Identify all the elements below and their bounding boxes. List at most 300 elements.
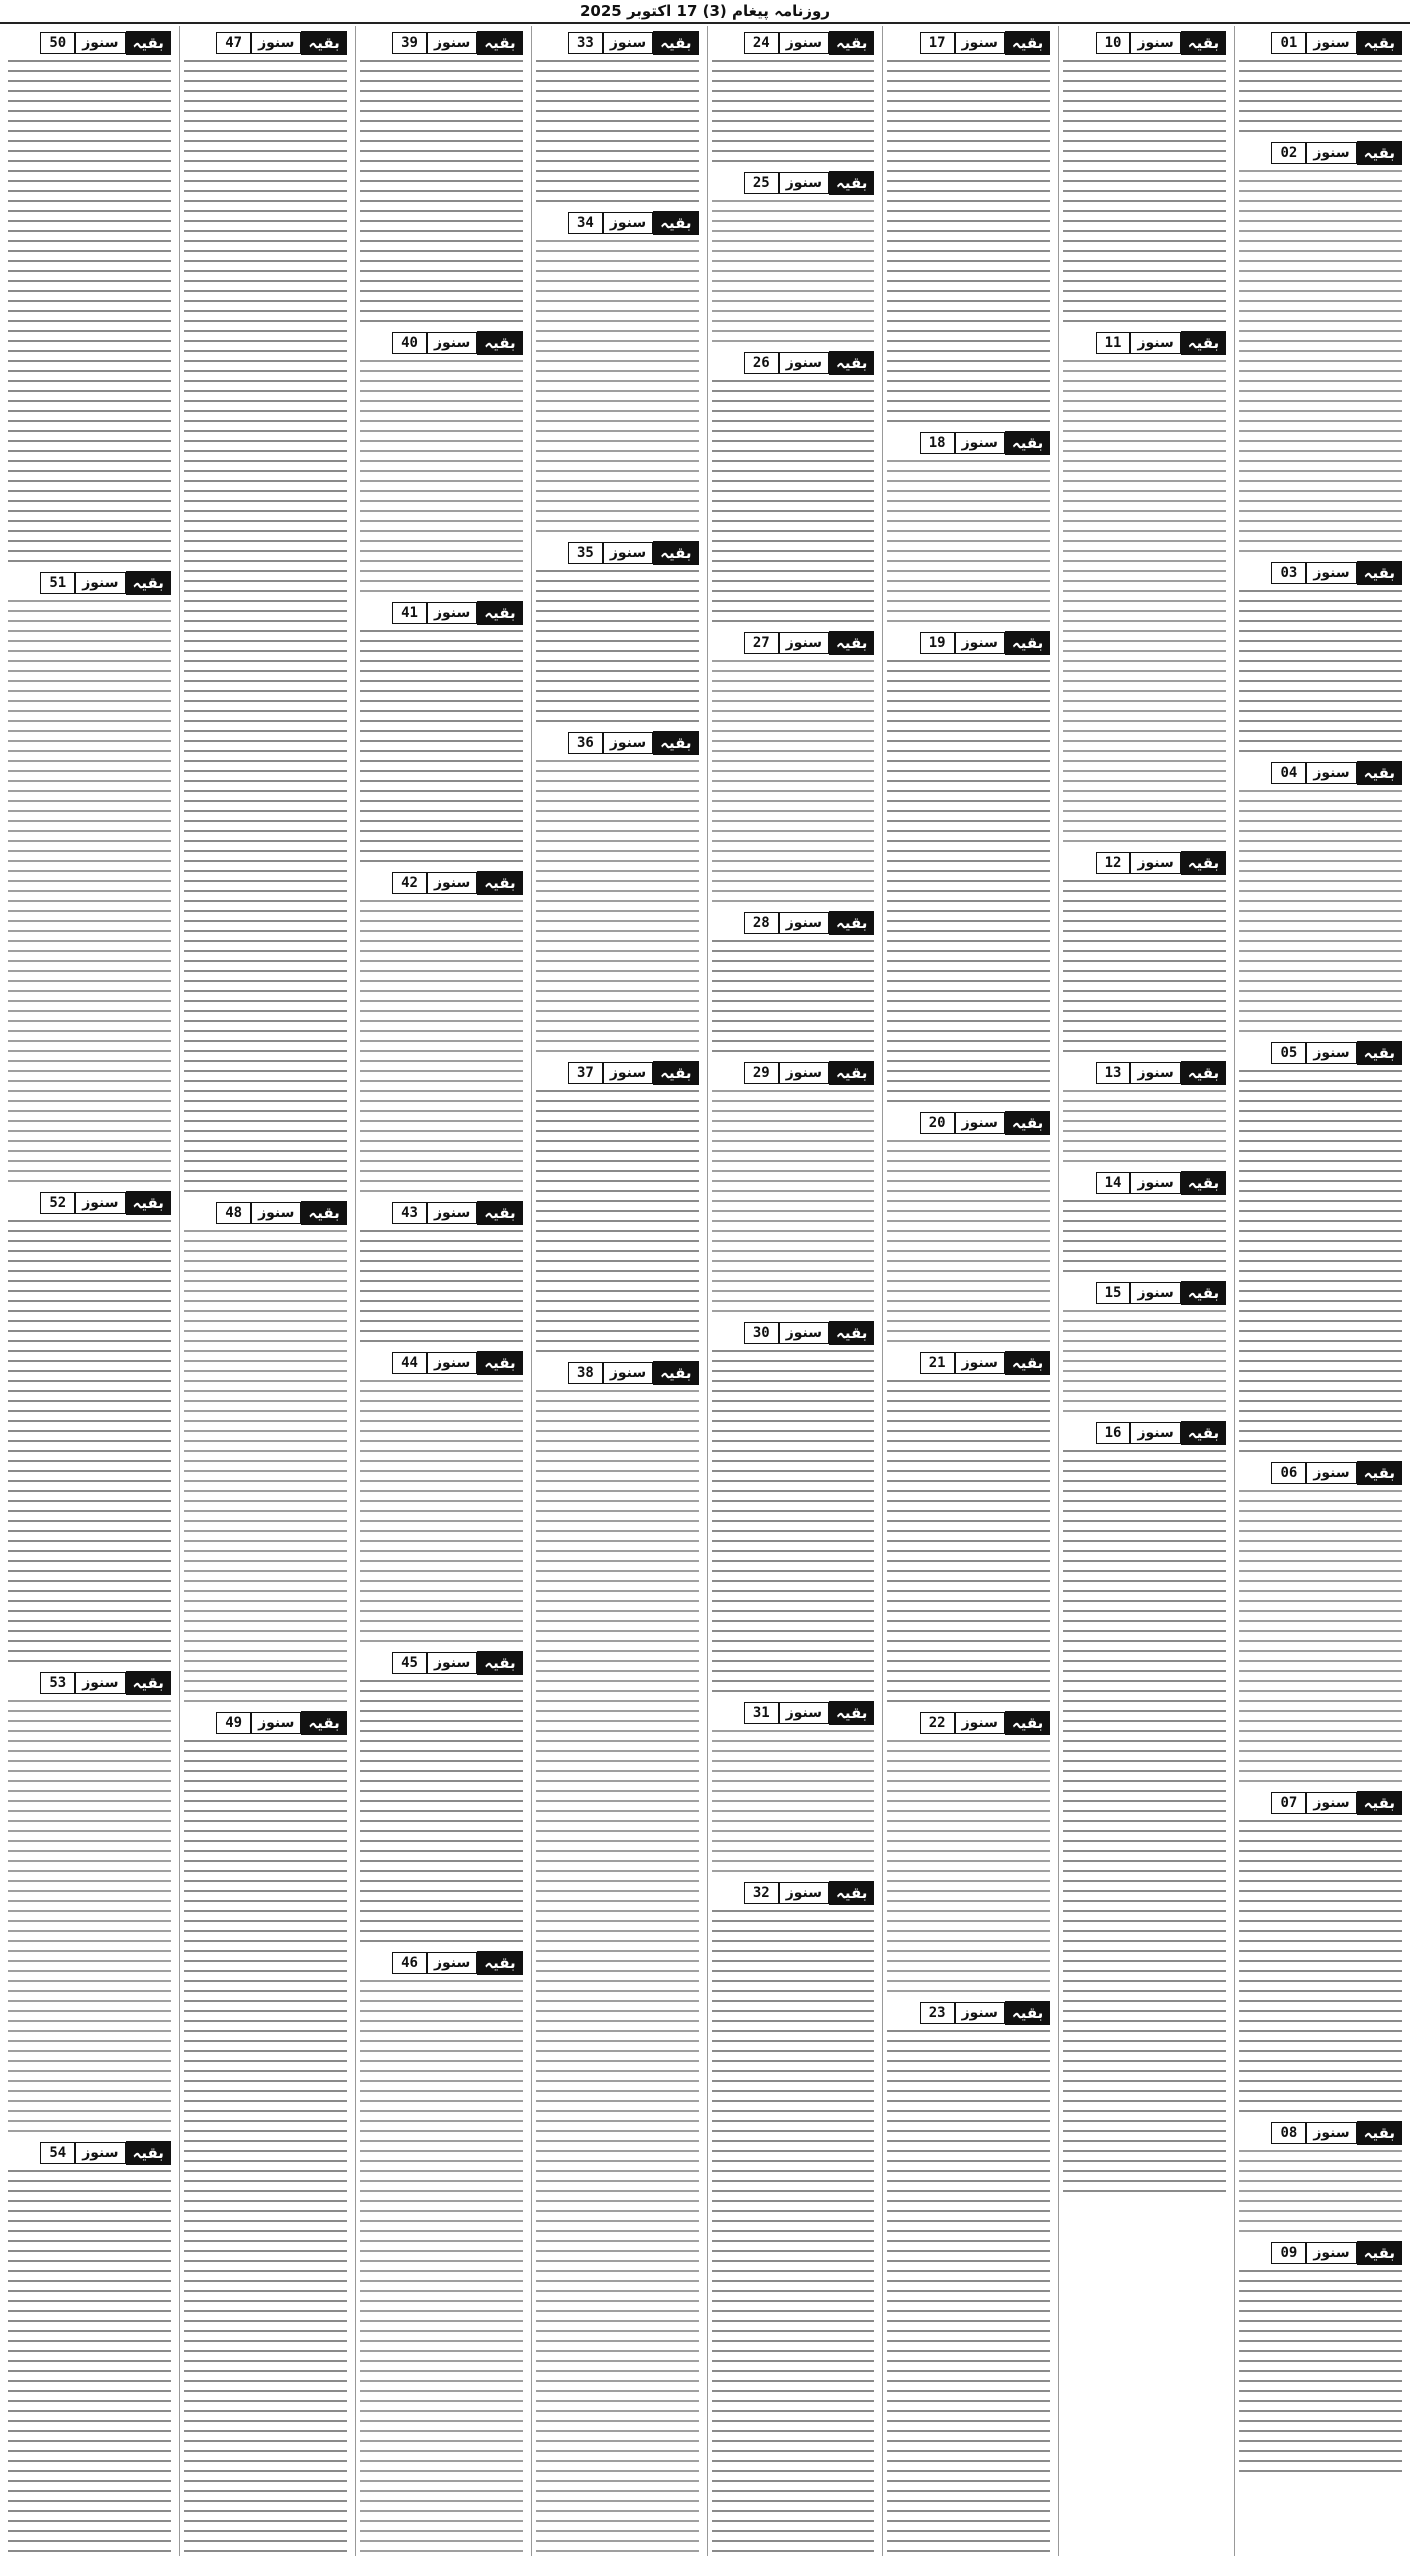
continuation-label: سنوز [75,572,125,594]
continuation-block [360,32,523,326]
continuation-heading: بقیہ [653,211,698,235]
continuation-heading: بقیہ [653,31,698,55]
continuation-heading: بقیہ [126,1671,171,1695]
continuation-block [360,1352,523,1646]
continuation-number: 31 [744,1702,779,1724]
continuation-block [712,172,875,346]
continuation-block [8,2142,171,2556]
body-text-lines [712,1350,875,1696]
continuation-heading: بقیہ [1357,561,1402,585]
news-column [707,26,879,2556]
continuation-block [1063,1062,1226,1166]
continuation-number: 07 [1271,1792,1306,1814]
continuation-label: سنوز [1130,332,1180,354]
continuation-tag [887,32,1050,54]
body-text-lines [1239,790,1402,1036]
continuation-block [887,2002,1050,2556]
continuation-number: 53 [40,1672,75,1694]
continuation-heading: بقیہ [1005,431,1050,455]
body-text-lines [360,1380,523,1646]
continuation-tag [712,172,875,194]
continuation-heading: بقیہ [301,31,346,55]
continuation-tag [8,32,171,54]
continuation-label: سنوز [955,632,1005,654]
continuation-number: 39 [392,32,427,54]
continuation-block [887,432,1050,626]
continuation-tag [184,32,347,54]
continuation-label: سنوز [1306,2122,1356,2144]
continuation-block [712,352,875,626]
continuation-tag [1239,2122,1402,2144]
continuation-tag [536,732,699,754]
continuation-number: 11 [1096,332,1131,354]
continuation-number: 01 [1271,32,1306,54]
continuation-heading: بقیہ [1181,1281,1226,1305]
continuation-tag [887,632,1050,654]
continuation-number: 21 [920,1352,955,1374]
continuation-heading: بقیہ [1357,761,1402,785]
continuation-label: سنوز [779,352,829,374]
continuation-label: سنوز [779,1322,829,1344]
continuation-block [1239,562,1402,756]
continuation-tag [712,1322,875,1344]
continuation-label: سنوز [251,32,301,54]
continuation-block [712,1062,875,1316]
continuation-number: 16 [1096,1422,1131,1444]
continuation-block [1239,1462,1402,1786]
continuation-label: سنوز [1306,1042,1356,1064]
body-text-lines [1239,2270,1402,2476]
body-text-lines [1239,1070,1402,1456]
body-text-lines [712,380,875,626]
continuation-number: 37 [568,1062,603,1084]
continuation-label: سنوز [779,1062,829,1084]
continuation-block [1239,1042,1402,1456]
body-text-lines [712,1910,875,2556]
continuation-tag [1063,1172,1226,1194]
continuation-label: سنوز [1306,32,1356,54]
body-text-lines [8,60,171,566]
body-text-lines [1063,880,1226,1056]
continuation-block [887,1712,1050,1996]
continuation-heading: بقیہ [1181,1171,1226,1195]
continuation-label: سنوز [75,2142,125,2164]
continuation-tag [360,1352,523,1374]
continuation-label: سنوز [603,32,653,54]
continuation-block [536,32,699,206]
body-text-lines [1063,1450,1226,2196]
body-text-lines [887,2030,1050,2556]
body-text-lines [1239,1820,1402,2116]
continuation-label: سنوز [603,1062,653,1084]
continuation-number: 52 [40,1192,75,1214]
continuation-label: سنوز [427,1952,477,1974]
continuation-number: 43 [392,1202,427,1224]
continuation-label: سنوز [1306,142,1356,164]
continuation-heading: بقیہ [1357,1791,1402,1815]
continuation-heading: بقیہ [1357,31,1402,55]
continuation-number: 19 [920,632,955,654]
continuation-heading: بقیہ [829,351,874,375]
body-text-lines [536,1390,699,2556]
body-text-lines [1063,1090,1226,1166]
continuation-label: سنوز [427,1352,477,1374]
continuation-label: سنوز [955,1352,1005,1374]
continuation-heading: بقیہ [829,631,874,655]
body-text-lines [360,1230,523,1346]
body-text-lines [536,760,699,1056]
continuation-number: 40 [392,332,427,354]
continuation-block [536,1062,699,1356]
continuation-heading: بقیہ [829,1061,874,1085]
body-text-lines [1239,590,1402,756]
continuation-number: 47 [216,32,251,54]
continuation-heading: بقیہ [829,1881,874,1905]
body-text-lines [8,600,171,1186]
news-column [4,26,175,2556]
continuation-heading: بقیہ [1005,631,1050,655]
continuation-number: 04 [1271,762,1306,784]
body-text-lines [887,1380,1050,1706]
continuation-block [1063,332,1226,846]
continuation-label: سنوز [75,1672,125,1694]
news-column [531,26,703,2556]
continuation-label: سنوز [779,1702,829,1724]
continuation-block [1063,1282,1226,1416]
continuation-number: 09 [1271,2242,1306,2264]
continuation-number: 10 [1096,32,1131,54]
continuation-block [1239,762,1402,1036]
continuation-number: 05 [1271,1042,1306,1064]
continuation-label: سنوز [1130,1062,1180,1084]
continuation-block [887,1112,1050,1346]
continuation-label: سنوز [1130,1422,1180,1444]
continuation-heading: بقیہ [653,731,698,755]
continuation-label: سنوز [427,332,477,354]
continuation-block [1063,1422,1226,2196]
continuation-heading: بقیہ [829,1321,874,1345]
continuation-tag [536,1362,699,1384]
continuation-heading: بقیہ [1181,331,1226,355]
body-text-lines [360,630,523,866]
continuation-label: سنوز [427,602,477,624]
continuation-number: 30 [744,1322,779,1344]
news-column [179,26,351,2556]
continuation-number: 08 [1271,2122,1306,2144]
continuation-heading: بقیہ [1005,1111,1050,1135]
continuation-number: 35 [568,542,603,564]
body-text-lines [712,1090,875,1316]
continuation-heading: بقیہ [301,1711,346,1735]
continuation-heading: بقیہ [1357,2241,1402,2265]
continuation-heading: بقیہ [1357,2121,1402,2145]
continuation-block [712,1702,875,1876]
continuation-label: سنوز [1130,1282,1180,1304]
body-text-lines [887,660,1050,1106]
continuation-heading: بقیہ [1181,1061,1226,1085]
continuation-heading: بقیہ [829,31,874,55]
continuation-number: 50 [40,32,75,54]
continuation-heading: بقیہ [1357,141,1402,165]
continuation-number: 29 [744,1062,779,1084]
continuation-label: سنوز [779,172,829,194]
continuation-tag [1239,2242,1402,2264]
continuation-tag [360,872,523,894]
continuation-tag [536,542,699,564]
continuation-heading: بقیہ [1181,851,1226,875]
continuation-number: 42 [392,872,427,894]
continuation-number: 06 [1271,1462,1306,1484]
continuation-block [536,212,699,536]
continuation-block [1239,32,1402,136]
continuation-block [712,912,875,1056]
continuation-number: 14 [1096,1172,1131,1194]
continuation-heading: بقیہ [1357,1461,1402,1485]
continuation-number: 23 [920,2002,955,2024]
continuation-tag [184,1712,347,1734]
body-text-lines [8,1700,171,2136]
continuation-tag [887,1112,1050,1134]
continuation-heading: بقیہ [477,1651,522,1675]
continuation-tag [1063,1062,1226,1084]
continuation-tag [712,912,875,934]
continuation-label: سنوز [1306,562,1356,584]
continuation-heading: بقیہ [1005,1711,1050,1735]
body-text-lines [712,200,875,346]
continuation-block [536,542,699,726]
body-text-lines [1239,170,1402,556]
continuation-tag [1239,1042,1402,1064]
continuation-number: 34 [568,212,603,234]
continuation-block [712,1322,875,1696]
continuation-tag [8,572,171,594]
continuation-number: 25 [744,172,779,194]
continuation-heading: بقیہ [126,31,171,55]
continuation-label: سنوز [955,1712,1005,1734]
continuation-heading: بقیہ [477,601,522,625]
news-column [1058,26,1230,2556]
continuation-label: سنوز [251,1202,301,1224]
continuation-number: 46 [392,1952,427,1974]
continuation-block [8,1192,171,1666]
continuation-number: 38 [568,1362,603,1384]
continuation-number: 12 [1096,852,1131,874]
continuation-tag [887,1712,1050,1734]
continuation-tag [887,1352,1050,1374]
body-text-lines [184,60,347,1196]
continuation-number: 03 [1271,562,1306,584]
continuation-block [8,32,171,566]
newspaper-page [4,26,1406,2556]
continuation-label: سنوز [955,1112,1005,1134]
continuation-tag [1239,562,1402,584]
body-text-lines [712,1730,875,1876]
news-column [355,26,527,2556]
continuation-block [536,732,699,1056]
body-text-lines [536,1090,699,1356]
continuation-label: سنوز [1306,2242,1356,2264]
continuation-label: سنوز [603,1362,653,1384]
body-text-lines [360,1680,523,1946]
continuation-tag [360,332,523,354]
continuation-tag [1063,32,1226,54]
continuation-tag [1063,852,1226,874]
continuation-block [536,1362,699,2556]
continuation-heading: بقیہ [477,331,522,355]
continuation-block [712,1882,875,2556]
continuation-label: سنوز [955,32,1005,54]
continuation-block [360,602,523,866]
continuation-tag [8,2142,171,2164]
continuation-number: 45 [392,1652,427,1674]
continuation-label: سنوز [955,432,1005,454]
continuation-label: سنوز [603,542,653,564]
body-text-lines [712,940,875,1056]
continuation-number: 17 [920,32,955,54]
continuation-label: سنوز [427,1652,477,1674]
continuation-tag [536,32,699,54]
continuation-label: سنوز [1130,32,1180,54]
continuation-block [1063,852,1226,1056]
continuation-heading: بقیہ [829,171,874,195]
continuation-number: 32 [744,1882,779,1904]
continuation-number: 36 [568,732,603,754]
continuation-number: 33 [568,32,603,54]
body-text-lines [1063,1200,1226,1276]
continuation-tag [1239,1792,1402,1814]
continuation-tag [712,632,875,654]
body-text-lines [8,1220,171,1666]
continuation-tag [712,1702,875,1724]
continuation-label: سنوز [75,1192,125,1214]
continuation-tag [1063,1282,1226,1304]
continuation-block [360,332,523,596]
continuation-number: 41 [392,602,427,624]
continuation-label: سنوز [779,632,829,654]
continuation-block [360,1652,523,1946]
continuation-heading: بقیہ [301,1201,346,1225]
continuation-label: سنوز [427,872,477,894]
continuation-number: 13 [1096,1062,1131,1084]
continuation-label: سنوز [603,212,653,234]
body-text-lines [360,900,523,1196]
continuation-block [1063,32,1226,326]
continuation-heading: بقیہ [126,571,171,595]
continuation-label: سنوز [1306,762,1356,784]
body-text-lines [8,2170,171,2556]
continuation-number: 27 [744,632,779,654]
body-text-lines [1063,360,1226,846]
continuation-number: 44 [392,1352,427,1374]
continuation-tag [360,1652,523,1674]
continuation-label: سنوز [251,1712,301,1734]
news-column [1234,26,1406,2556]
continuation-number: 22 [920,1712,955,1734]
continuation-block [712,632,875,906]
continuation-number: 15 [1096,1282,1131,1304]
body-text-lines [1063,60,1226,326]
continuation-tag [1239,762,1402,784]
continuation-tag [887,432,1050,454]
continuation-tag [360,602,523,624]
continuation-label: سنوز [427,1202,477,1224]
continuation-heading: بقیہ [126,1191,171,1215]
continuation-heading: بقیہ [1005,1351,1050,1375]
continuation-block [8,1672,171,2136]
continuation-label: سنوز [779,32,829,54]
body-text-lines [712,60,875,166]
continuation-label: سنوز [955,2002,1005,2024]
continuation-tag [360,1952,523,1974]
continuation-label: سنوز [1130,1172,1180,1194]
continuation-heading: بقیہ [1005,2001,1050,2025]
continuation-number: 28 [744,912,779,934]
continuation-label: سنوز [779,1882,829,1904]
continuation-block [360,872,523,1196]
body-text-lines [360,1980,523,2556]
body-text-lines [360,60,523,326]
body-text-lines [887,60,1050,426]
masthead-title: روزنامہ پیغام (3) 17 اکتوبر 2025 [579,2,831,20]
continuation-heading: بقیہ [477,1351,522,1375]
continuation-number: 20 [920,1112,955,1134]
continuation-heading: بقیہ [477,1951,522,1975]
continuation-heading: بقیہ [1181,1421,1226,1445]
continuation-number: 24 [744,32,779,54]
body-text-lines [1063,1310,1226,1416]
continuation-number: 26 [744,352,779,374]
continuation-block [1239,142,1402,556]
continuation-label: سنوز [779,912,829,934]
continuation-tag [1239,1462,1402,1484]
continuation-block [887,1352,1050,1706]
body-text-lines [887,1740,1050,1996]
body-text-lines [1239,2150,1402,2236]
continuation-heading: بقیہ [1181,31,1226,55]
continuation-block [184,32,347,1196]
continuation-block [360,1202,523,1346]
continuation-number: 49 [216,1712,251,1734]
body-text-lines [887,1140,1050,1346]
continuation-block [184,1712,347,2556]
body-text-lines [712,660,875,906]
continuation-block [712,32,875,166]
body-text-lines [536,60,699,206]
continuation-tag [536,1062,699,1084]
continuation-tag [887,2002,1050,2024]
continuation-number: 18 [920,432,955,454]
body-text-lines [1239,1490,1402,1786]
continuation-heading: بقیہ [653,1361,698,1385]
continuation-number: 54 [40,2142,75,2164]
continuation-block [887,32,1050,426]
continuation-tag [360,1202,523,1224]
continuation-heading: بقیہ [477,871,522,895]
continuation-heading: بقیہ [1005,31,1050,55]
continuation-tag [712,1882,875,1904]
body-text-lines [360,360,523,596]
continuation-tag [1063,1422,1226,1444]
continuation-block [1239,2122,1402,2236]
continuation-tag [1239,142,1402,164]
continuation-label: سنوز [1306,1462,1356,1484]
continuation-heading: بقیہ [653,541,698,565]
continuation-label: سنوز [603,732,653,754]
continuation-tag [8,1672,171,1694]
continuation-heading: بقیہ [1357,1041,1402,1065]
continuation-block [184,1202,347,1706]
continuation-tag [1239,32,1402,54]
